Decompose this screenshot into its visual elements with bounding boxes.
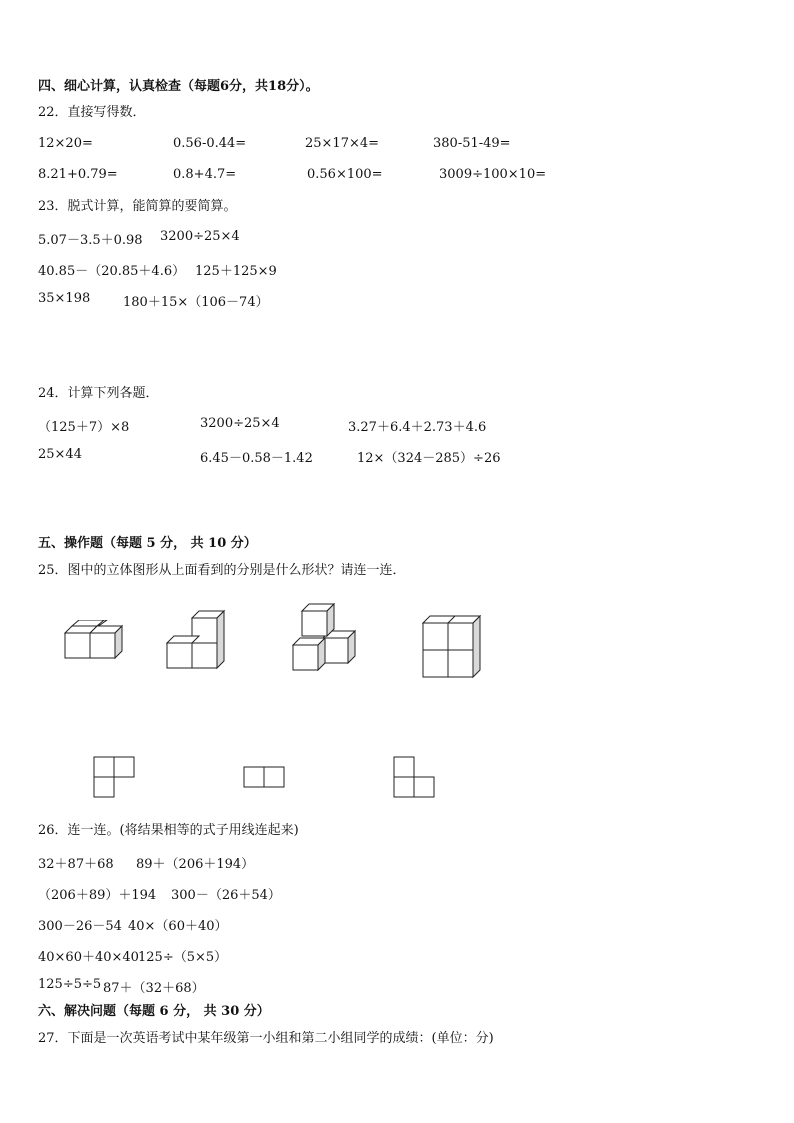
q26-item: 125÷（5×5） xyxy=(138,950,228,965)
q26-item: （206＋89）＋194 xyxy=(38,888,157,903)
q22-item: 0.56×100= xyxy=(307,167,383,182)
q26-item: 300－（26＋54） xyxy=(171,888,281,903)
q22-item: 0.8+4.7= xyxy=(173,167,237,182)
q22-item: 3009÷100×10= xyxy=(439,167,547,182)
q23-item: 3200÷25×4 xyxy=(160,229,240,244)
q23-item: 125＋125×9 xyxy=(195,264,277,279)
solid-figure-3 xyxy=(290,603,365,673)
q26-title: 26．连一连。(将结果相等的式子用线连起来) xyxy=(38,823,299,838)
q27-title: 27．下面是一次英语考试中某年级第一小组和第二小组同学的成绩：(单位：分) xyxy=(38,1031,494,1046)
q26-item: 300－26－54 xyxy=(38,919,122,934)
q22-item: 12×20= xyxy=(38,136,93,151)
solid-figure-1 xyxy=(60,620,130,670)
q24-item: 12×（324－285）÷26 xyxy=(357,451,501,466)
q23-item: 5.07－3.5＋0.98 xyxy=(38,233,143,248)
solid-figure-2 xyxy=(162,607,232,672)
q23-item: 180＋15×（106－74） xyxy=(123,295,269,310)
q23-title: 23．脱式计算，能简算的要简算。 xyxy=(38,199,237,214)
q26-item: 89＋（206＋194） xyxy=(136,857,255,872)
q22-item: 0.56-0.44= xyxy=(173,136,247,151)
q26-item: 125÷5÷5 xyxy=(38,977,102,992)
q22-item: 8.21+0.79= xyxy=(38,167,118,182)
q25-title: 25．图中的立体图形从上面看到的分别是什么形状？请连一连． xyxy=(38,563,406,578)
top-view-1 xyxy=(93,756,138,798)
top-view-3 xyxy=(393,756,438,798)
section4-heading: 四、细心计算，认真检查（每题6分，共18分）。 xyxy=(38,79,319,94)
q22-item: 25×17×4= xyxy=(305,136,380,151)
q26-item: 87＋（32＋68） xyxy=(103,981,205,996)
solid-figure-4 xyxy=(418,615,488,680)
q26-item: 40×60＋40×40 xyxy=(38,950,139,965)
top-view-2 xyxy=(243,766,287,788)
q24-item: 25×44 xyxy=(38,447,82,462)
section6-heading: 六、解决问题（每题 6 分， 共 30 分） xyxy=(38,1004,270,1019)
q26-item: 40×（60＋40） xyxy=(128,919,228,934)
q24-item: 3.27＋6.4＋2.73＋4.6 xyxy=(348,420,487,435)
q24-item: （125＋7）×8 xyxy=(38,420,130,435)
q22-title: 22．直接写得数． xyxy=(38,105,146,120)
q23-item: 35×198 xyxy=(38,291,91,306)
q26-item: 32＋87＋68 xyxy=(38,857,114,872)
section5-heading: 五、操作题（每题 5 分， 共 10 分） xyxy=(38,536,257,551)
q24-title: 24．计算下列各题． xyxy=(38,386,159,401)
q24-item: 6.45－0.58－1.42 xyxy=(200,451,313,466)
q23-item: 40.85－（20.85＋4.6） xyxy=(38,264,186,279)
q22-item: 380-51-49= xyxy=(433,136,511,151)
q24-item: 3200÷25×4 xyxy=(200,416,280,431)
